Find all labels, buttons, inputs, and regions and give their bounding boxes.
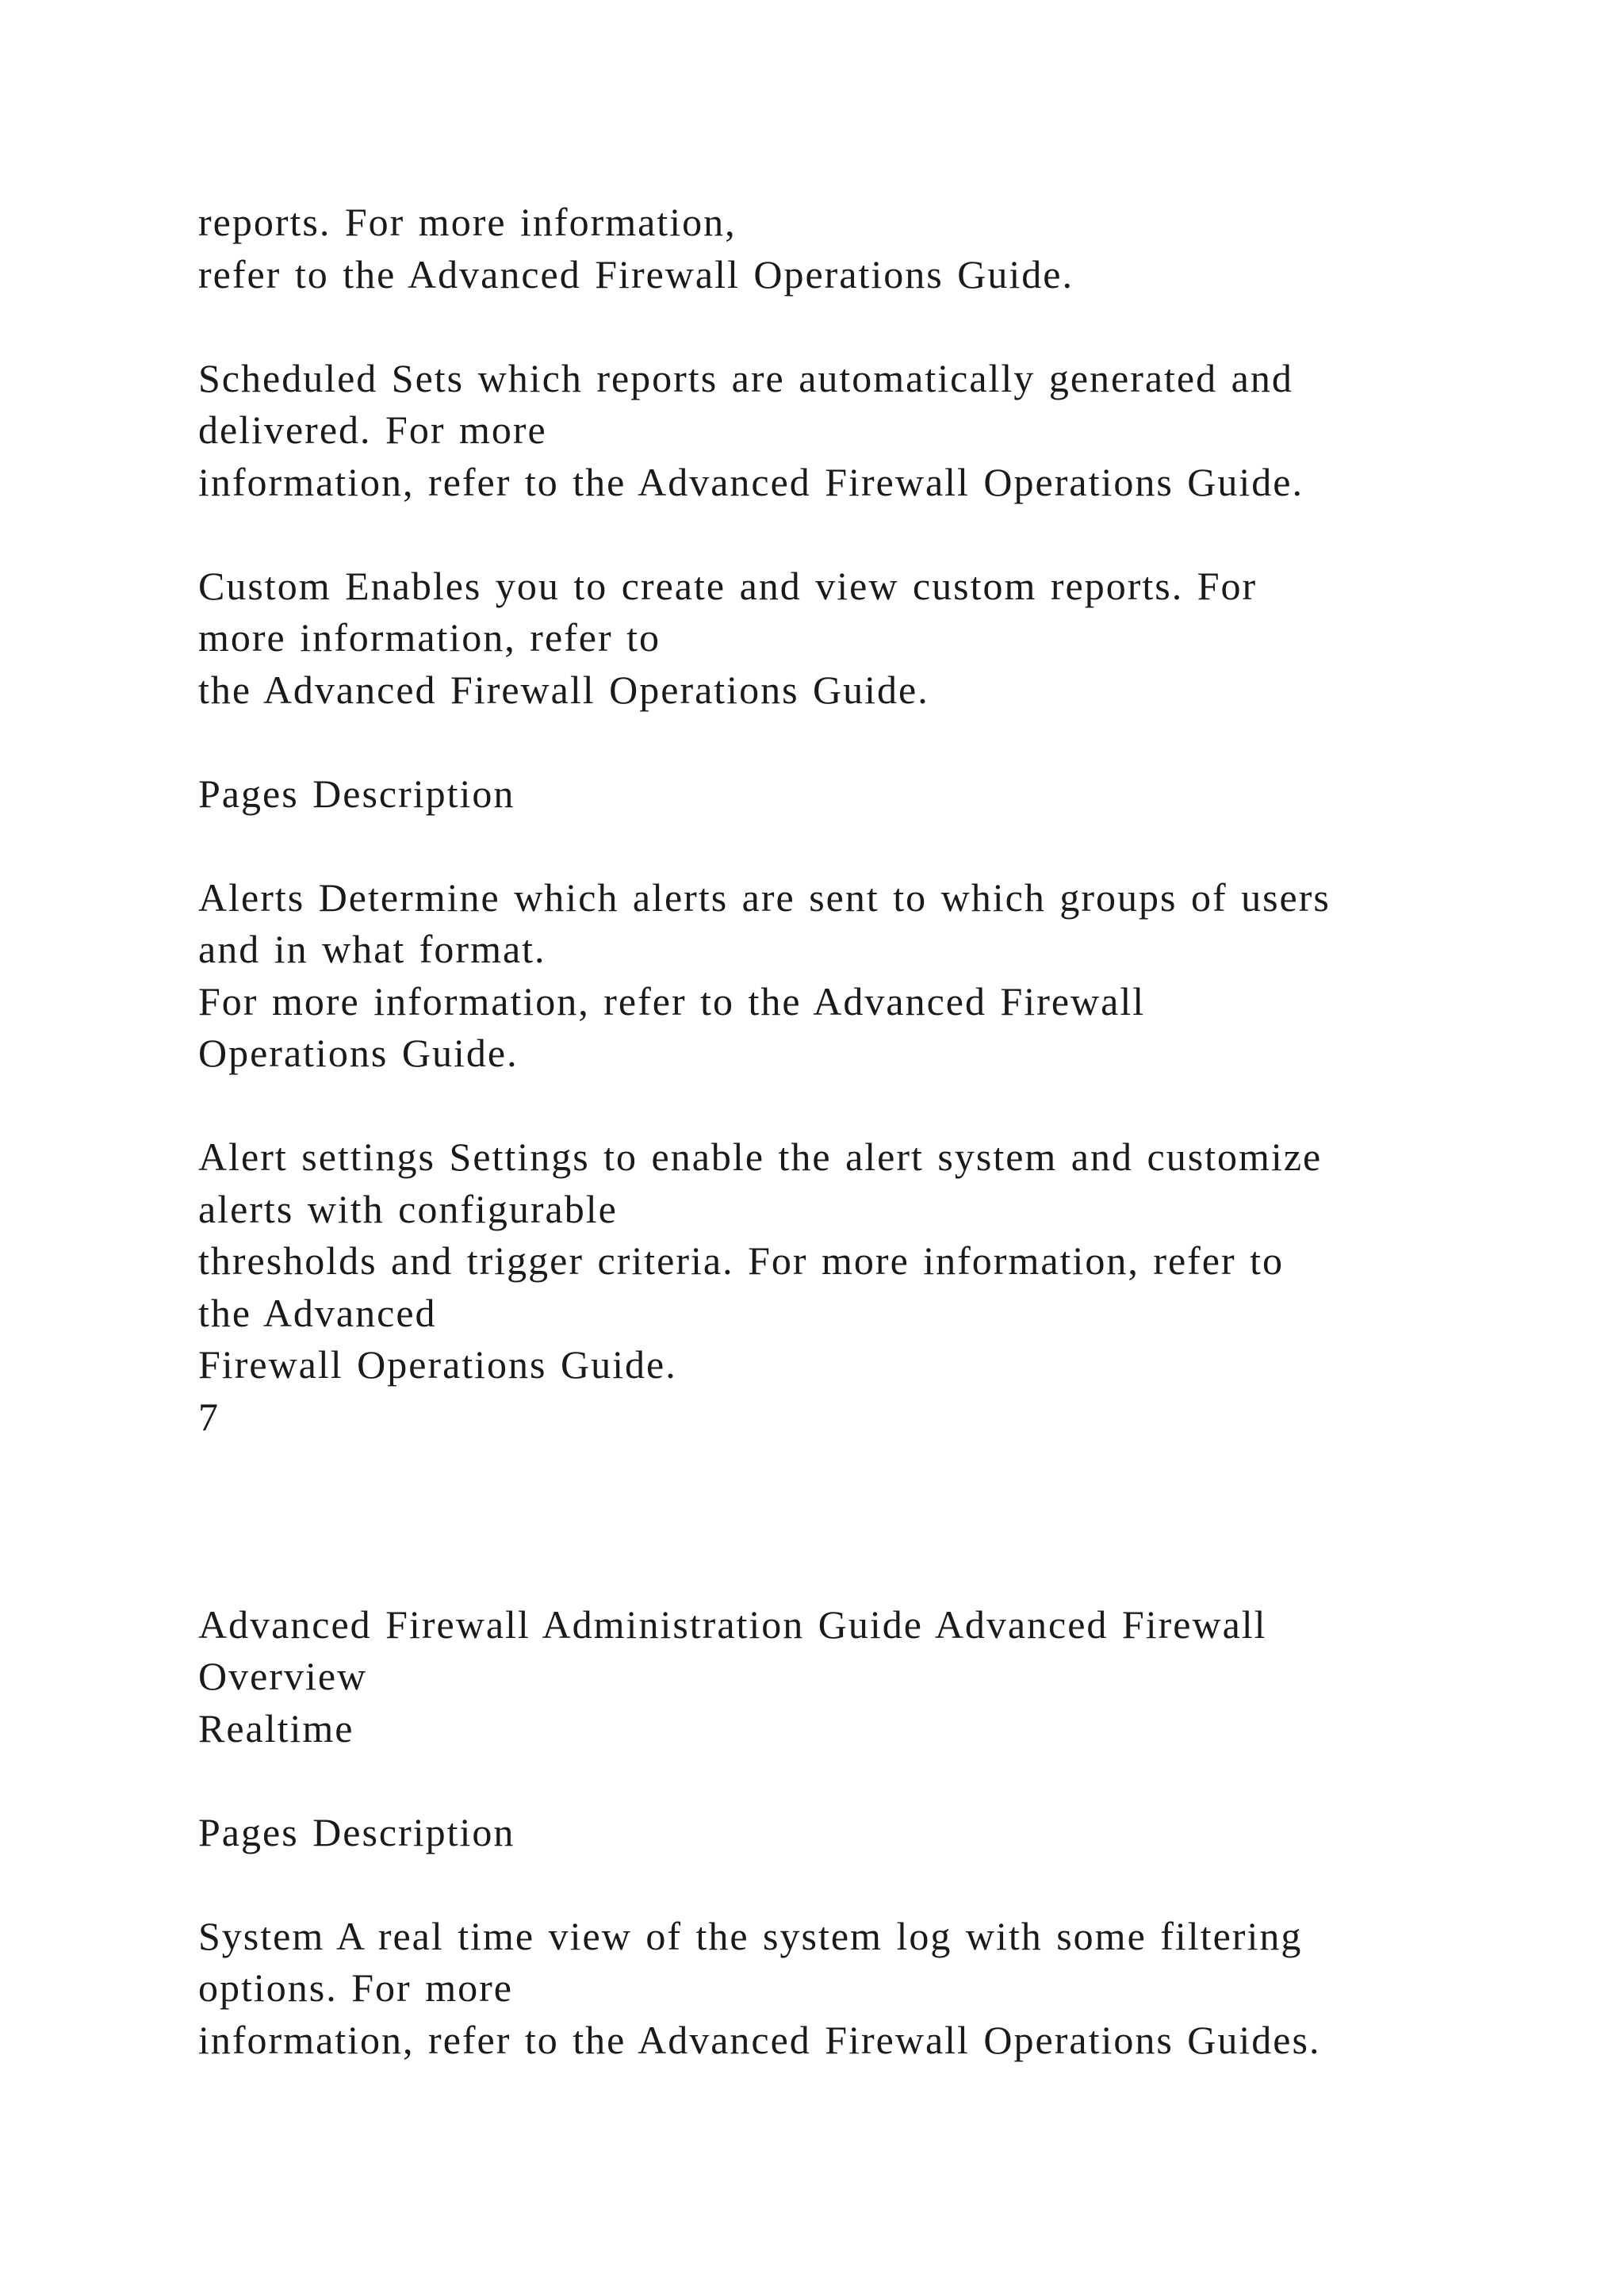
text-line: Operations Guide. [198, 1031, 519, 1075]
spacer [198, 820, 1483, 872]
page-number: 7 [198, 1394, 220, 1439]
page-break-spacer [198, 1443, 1483, 1599]
text-line: Alert settings Settings to enable the alert system and customize [198, 1135, 1323, 1179]
paragraph-alert-settings [198, 1131, 1483, 1391]
text-line: System A real time view of the system log with some filtering [198, 1913, 1303, 1958]
text-line: thresholds and trigger criteria. For more information, refer to [198, 1238, 1285, 1283]
text-line: Scheduled Sets which reports are automatically generated and [198, 355, 1293, 400]
text-line: reports. For more information, [198, 200, 737, 244]
paragraph-system [198, 1911, 1483, 2067]
text-line: the Advanced Firewall Operations Guide. [198, 667, 929, 712]
text-line: Realtime [198, 1705, 354, 1751]
text-line: Custom Enables you to create and view custom reports. For [198, 563, 1258, 608]
text-line: and in what format. [198, 927, 546, 971]
spacer [198, 508, 1483, 561]
table-header-pages-description: Pages Description [198, 1809, 515, 1854]
text-line: alerts with configurable [198, 1186, 618, 1231]
spacer [198, 1080, 1483, 1132]
text-line: Overview [198, 1654, 368, 1698]
spacer [198, 1755, 1483, 1807]
spacer [198, 1858, 1483, 1911]
text-line: Firewall Operations Guide. [198, 1342, 677, 1387]
paragraph-scheduled [198, 353, 1483, 509]
running-header [198, 1599, 1483, 1755]
spacer [198, 716, 1483, 768]
paragraph-custom [198, 561, 1483, 717]
paragraph-reports [198, 197, 1483, 300]
paragraph-alerts [198, 872, 1483, 1080]
spacer [198, 300, 1483, 353]
text-line: refer to the Advanced Firewall Operations Guide. [198, 251, 1074, 297]
text-line: information, refer to the Advanced Firewall Operations Guides. [198, 2017, 1321, 2062]
text-line: Alerts Determine which alerts are sent to which groups of users [198, 874, 1331, 920]
text-line: options. For more [198, 1965, 513, 2010]
text-line: the Advanced [198, 1290, 437, 1335]
table-header-pages-description: Pages Description [198, 771, 515, 816]
text-line: delivered. For more [198, 408, 547, 452]
text-line: For more information, refer to the Advanced Firewall [198, 978, 1146, 1024]
document-body [198, 197, 1483, 2066]
text-line: information, refer to the Advanced Firewall Operations Guide. [198, 459, 1304, 504]
text-line: more information, refer to [198, 615, 661, 660]
text-line: Advanced Firewall Administration Guide Advanced Firewall [198, 1601, 1267, 1647]
